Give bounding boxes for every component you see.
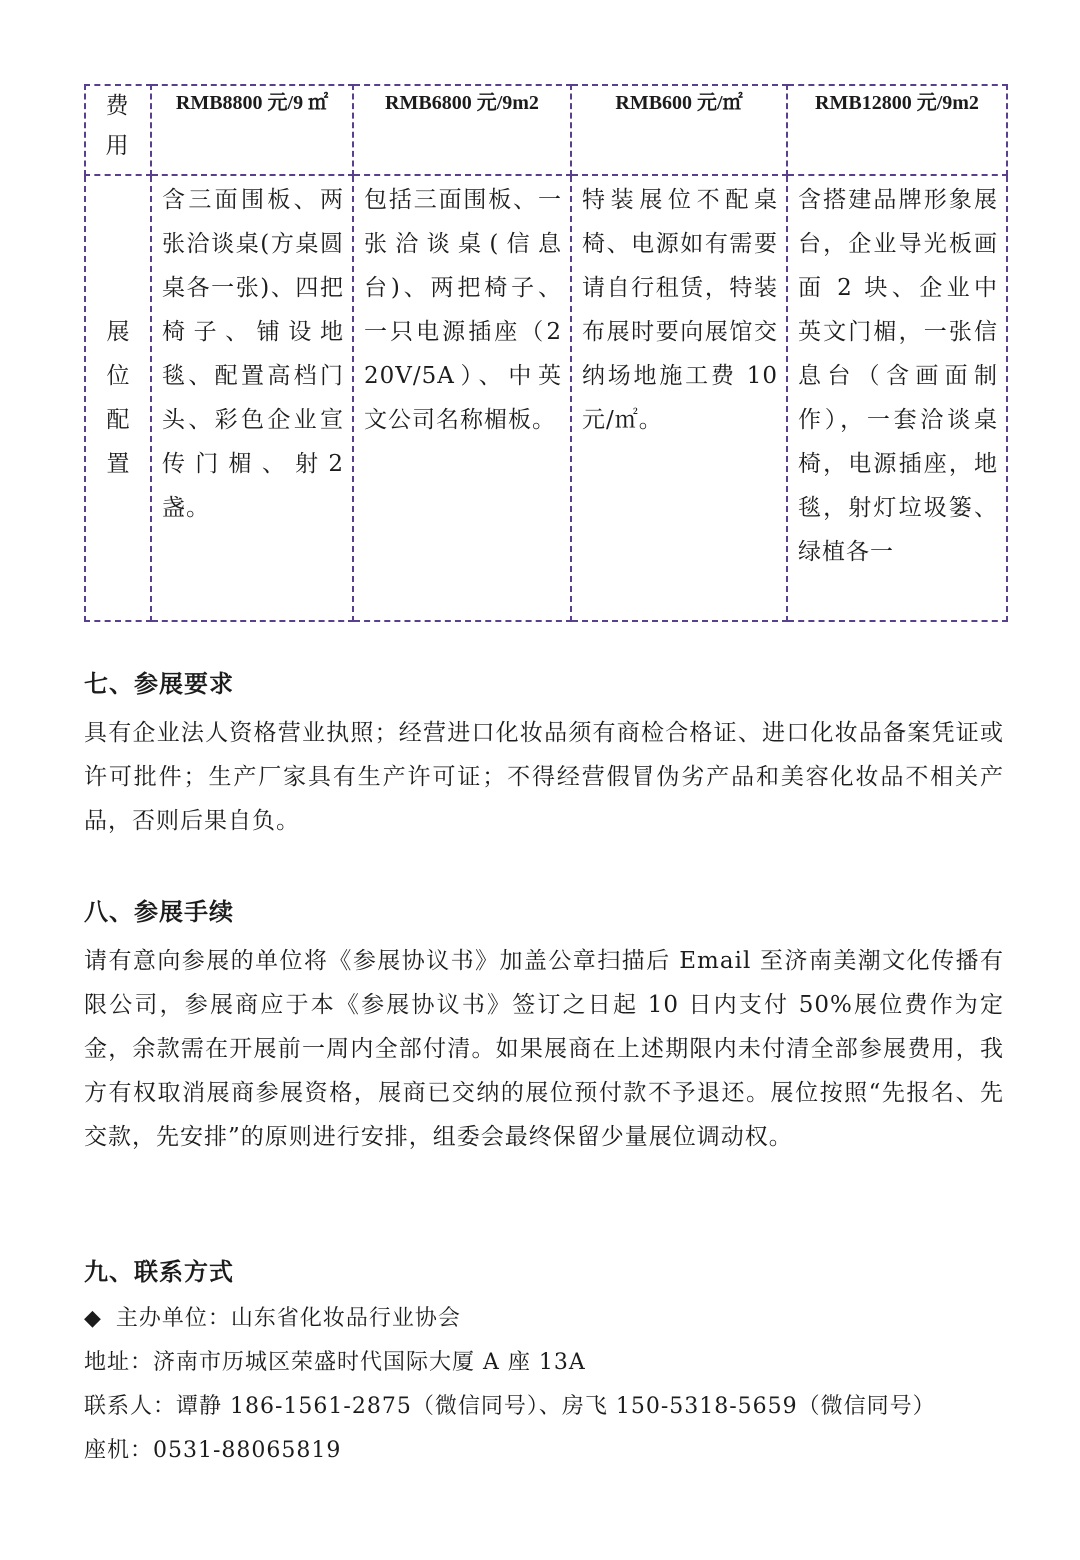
price-standard-booth: RMB8800 元/9 ㎡ bbox=[151, 85, 353, 175]
organizer-text: 主办单位：山东省化妆品行业协会 bbox=[115, 1306, 461, 1331]
section-exhibit-requirements bbox=[84, 664, 1004, 843]
config-basic-booth: 包括三面围板、一张洽谈桌(信息台)、两把椅子、一只电源插座（220V/5A）、中英文公司名称楣板。 bbox=[364, 187, 562, 433]
price-raw-space: RMB600 元/㎡ bbox=[571, 85, 787, 175]
price-premium-booth: RMB12800 元/9m2 bbox=[787, 85, 1007, 175]
config-header-char: 配 bbox=[106, 407, 130, 433]
fee-header-char: 费 bbox=[105, 93, 131, 119]
price-basic-booth: RMB6800 元/9m2 bbox=[353, 85, 571, 175]
section-body: 具有企业法人资格营业执照；经营进口化妆品须有商检合格证、进口化妆品备案凭证或许可批件；生产厂家具有生产许可证；不得经营假冒伪劣产品和美容化妆品不相关产品，否则后果自负。 bbox=[84, 720, 1004, 834]
config-raw-space: 特装展位不配桌椅、电源如有需要请自行租赁，特装布展时要向展馆交纳场地施工费 10 元/㎡。 bbox=[582, 187, 778, 433]
fee-row bbox=[85, 85, 1007, 175]
organizer-line bbox=[84, 1297, 1004, 1341]
section-exhibit-procedure bbox=[84, 892, 1004, 1159]
contacts-line: 联系人：谭静 186-1561-2875（微信同号）、房飞 150-5318-5659（微信同号） bbox=[84, 1394, 936, 1419]
booth-price-table bbox=[84, 84, 1008, 622]
section-title: 七、参展要求 bbox=[84, 670, 234, 698]
section-title: 八、参展手续 bbox=[84, 898, 234, 926]
diamond-bullet-icon: ◆ bbox=[84, 1306, 102, 1331]
config-row bbox=[85, 175, 1007, 621]
section-body: 请有意向参展的单位将《参展协议书》加盖公章扫描后 Email 至济南美潮文化传播有限公司，参展商应于本《参展协议书》签订之日起 10 日内支付 50%展位费作为定金，余款需在开展前一周内全部付清。如果展商在上述期限内未付清全部参展费用，我方有权取消展商参展资格，展商已交纳的展位预付款不予退还。展位按照“先报名、先交款，先安排”的原则进行安排，组委会最终保留少量展位调动权。 bbox=[84, 948, 1004, 1150]
section-title: 九、联系方式 bbox=[84, 1258, 234, 1286]
config-header-char: 位 bbox=[106, 363, 130, 389]
address-line: 地址：济南市历城区荣盛时代国际大厦 A 座 13A bbox=[84, 1350, 586, 1375]
fee-header-char: 用 bbox=[105, 133, 131, 159]
config-header-cell bbox=[85, 175, 151, 621]
config-header-char: 置 bbox=[106, 451, 130, 477]
config-standard-booth: 含三面围板、两张洽谈桌(方桌圆桌各一张)、四把椅子、铺设地毯、配置高档门头、彩色企业宣传门楣、射2盏。 bbox=[162, 187, 344, 521]
fee-header-cell bbox=[85, 85, 151, 175]
section-contact-info bbox=[84, 1252, 1004, 1473]
config-header-char: 展 bbox=[106, 319, 130, 345]
config-premium-booth: 含搭建品牌形象展台，企业导光板画面 2 块、企业中英文门楣，一张信息台（含画面制作），一套洽谈桌椅，电源插座，地毯，射灯垃圾篓、绿植各一 bbox=[798, 187, 998, 565]
phone-line: 座机：0531-88065819 bbox=[84, 1438, 342, 1463]
